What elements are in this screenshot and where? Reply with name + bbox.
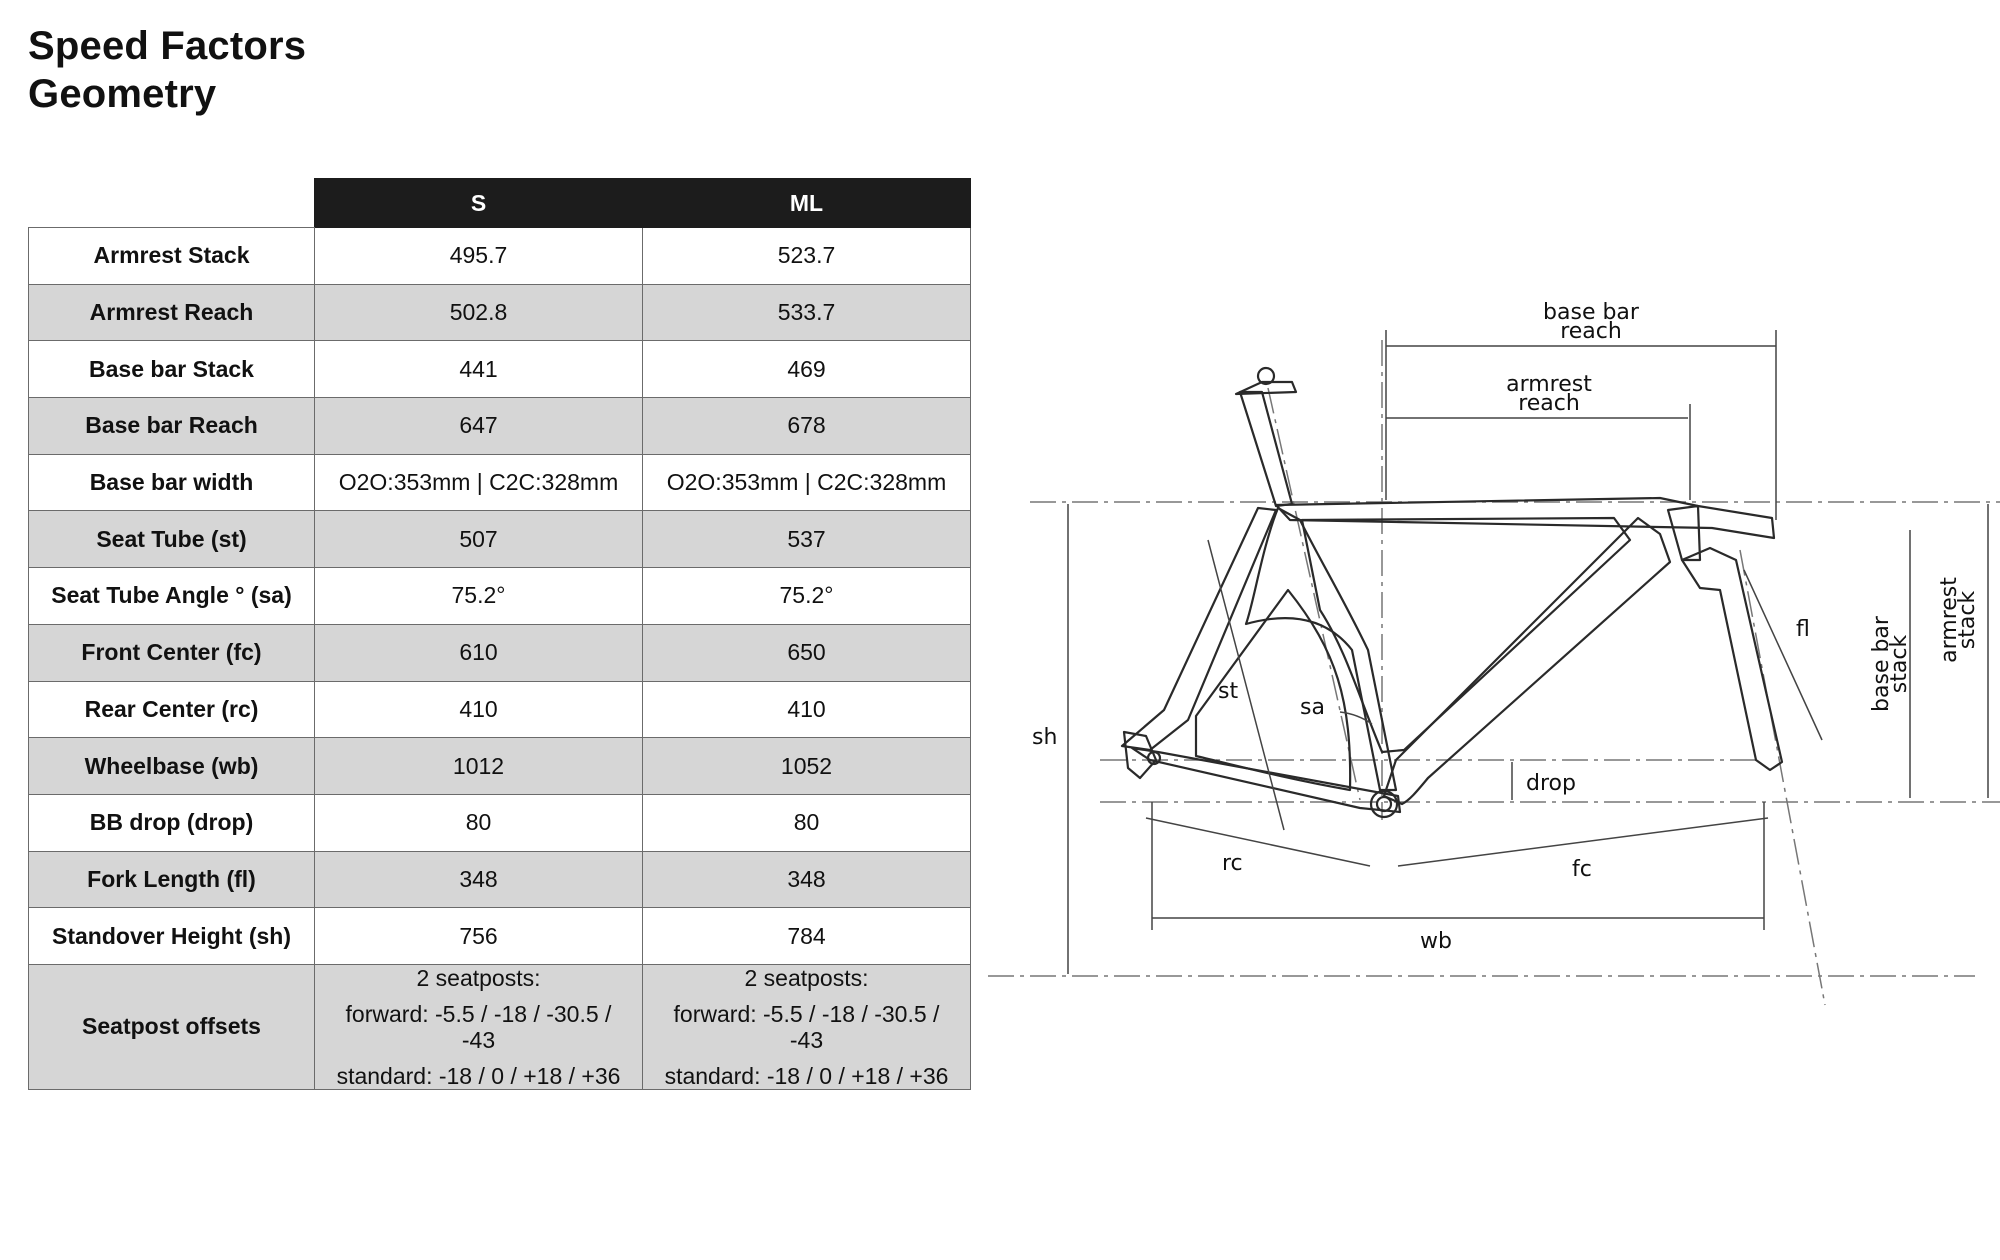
- row-label: Base bar Stack: [29, 341, 315, 398]
- drop-label: drop: [1526, 771, 1576, 796]
- row-label: Seat Tube Angle ° (sa): [29, 568, 315, 625]
- dimension-lines: [1068, 330, 1988, 974]
- value-s: 756: [315, 908, 643, 965]
- table-row: [29, 398, 971, 455]
- armrest-reach-label: reach: [1518, 391, 1580, 416]
- seat-tube: [1246, 508, 1396, 790]
- column-header-s: S: [315, 179, 643, 228]
- offset-line: forward: -5.5 / -18 / -30.5 /: [673, 1000, 940, 1027]
- row-label: Wheelbase (wb): [29, 738, 315, 795]
- wb-label: wb: [1420, 929, 1452, 954]
- row-label: Seatpost offsets: [29, 964, 315, 1089]
- armrest-reach-label: armrest: [1506, 372, 1592, 397]
- column-header-ml: ML: [643, 179, 971, 228]
- table-row: [29, 624, 971, 681]
- armrest-stack-label: stack: [1955, 590, 1980, 650]
- sh-label: sh: [1032, 725, 1058, 750]
- offset-line: -43: [461, 1026, 496, 1053]
- value-s: 1012: [315, 738, 643, 795]
- table-row: [29, 794, 971, 851]
- inner-panel: [1302, 518, 1630, 752]
- offsets-ml: [643, 964, 971, 1089]
- row-label: Front Center (fc): [29, 624, 315, 681]
- value-ml: O2O:353mm | C2C:328mm: [643, 454, 971, 511]
- table-row: [29, 908, 971, 965]
- row-label: Fork Length (fl): [29, 851, 315, 908]
- value-s: 495.7: [315, 228, 643, 285]
- head-tube: [1668, 506, 1700, 560]
- header-blank-cell: [29, 179, 315, 228]
- row-label: Armrest Reach: [29, 284, 315, 341]
- fl-label: fl: [1796, 617, 1810, 642]
- value-ml: 410: [643, 681, 971, 738]
- table-row: [29, 341, 971, 398]
- table-header-row: [29, 179, 971, 228]
- page-title: [28, 22, 306, 118]
- table-row: [29, 511, 971, 568]
- value-ml: 784: [643, 908, 971, 965]
- offset-line: -43: [789, 1026, 824, 1053]
- row-label: Seat Tube (st): [29, 511, 315, 568]
- base-bar-stack-label: stack: [1887, 634, 1912, 694]
- seat-post: [1240, 392, 1292, 506]
- value-ml: 469: [643, 341, 971, 398]
- fork: [1682, 548, 1782, 770]
- value-ml: 650: [643, 624, 971, 681]
- armrest-stack-label: armrest: [1937, 577, 1962, 663]
- table-row: [29, 568, 971, 625]
- row-label: Base bar width: [29, 454, 315, 511]
- value-ml: 678: [643, 398, 971, 455]
- base-bar-reach-label: base bar: [1543, 300, 1639, 325]
- table-row: [29, 681, 971, 738]
- row-label: BB drop (drop): [29, 794, 315, 851]
- value-s: 647: [315, 398, 643, 455]
- value-ml: 537: [643, 511, 971, 568]
- table-row: [29, 284, 971, 341]
- offset-line: 2 seatposts:: [416, 964, 541, 991]
- geometry-table: [28, 178, 971, 1090]
- value-s: 80: [315, 794, 643, 851]
- table-row: [29, 738, 971, 795]
- row-label: Base bar Reach: [29, 398, 315, 455]
- value-ml: 348: [643, 851, 971, 908]
- value-ml: 533.7: [643, 284, 971, 341]
- offset-line: standard: -18 / 0 / +18 / +36: [664, 1062, 949, 1089]
- base-bar-reach-label: reach: [1560, 319, 1622, 344]
- value-ml: 523.7: [643, 228, 971, 285]
- row-label: Standover Height (sh): [29, 908, 315, 965]
- title-line-2: Geometry: [28, 72, 217, 116]
- value-s: O2O:353mm | C2C:328mm: [315, 454, 643, 511]
- value-s: 75.2°: [315, 568, 643, 625]
- value-ml: 75.2°: [643, 568, 971, 625]
- offsets-s: [315, 964, 643, 1089]
- table-row: [29, 454, 971, 511]
- table-row: [29, 851, 971, 908]
- reference-lines: [988, 340, 2000, 1005]
- value-ml: 1052: [643, 738, 971, 795]
- st-label: st: [1218, 679, 1239, 704]
- value-s: 502.8: [315, 284, 643, 341]
- value-s: 507: [315, 511, 643, 568]
- row-label: Rear Center (rc): [29, 681, 315, 738]
- row-label: Armrest Stack: [29, 228, 315, 285]
- down-tube: [1384, 518, 1670, 804]
- table-row-seatpost-offsets: [29, 964, 971, 1089]
- offset-line: forward: -5.5 / -18 / -30.5 /: [345, 1000, 612, 1027]
- value-s: 610: [315, 624, 643, 681]
- title-line-1: Speed Factors: [28, 24, 307, 68]
- offset-line: 2 seatposts:: [744, 964, 869, 991]
- value-s: 410: [315, 681, 643, 738]
- value-s: 441: [315, 341, 643, 398]
- sa-label: sa: [1300, 695, 1325, 720]
- value-ml: 80: [643, 794, 971, 851]
- value-s: 348: [315, 851, 643, 908]
- fc-label: fc: [1572, 857, 1592, 882]
- table-row: [29, 228, 971, 285]
- rc-label: rc: [1222, 851, 1243, 876]
- bottom-bracket-inner-icon: [1377, 797, 1391, 811]
- frame-geometry-diagram: [960, 280, 2000, 1030]
- offset-line: standard: -18 / 0 / +18 / +36: [336, 1062, 621, 1089]
- base-bar-stack-label: base bar: [1869, 616, 1894, 712]
